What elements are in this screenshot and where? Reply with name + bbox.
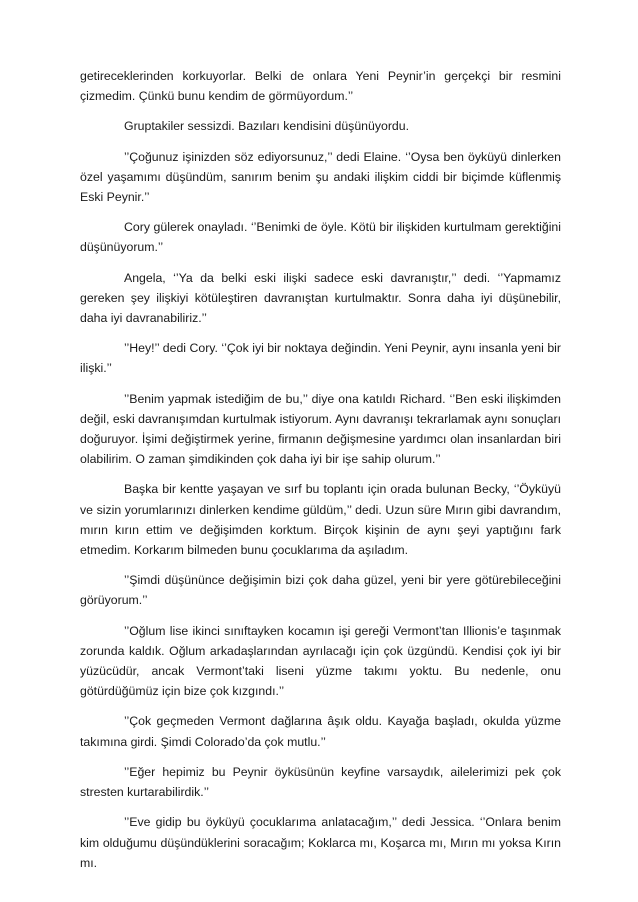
- paragraph: ’’Eve gidip bu öyküyü çocuklarıma anlatacağım,’’ dedi Jessica. ‘’Onlara benim kim olduğumu düşündüklerini soracağım; Koklarca mı, Koşarca mı, Mırın mı yoksa Kırın mı.: [80, 815, 561, 870]
- paragraph: ’’Benim yapmak istediğim de bu,’’ diye ona katıldı Richard. ‘’Ben eski ilişkimden değil, eski davranışımdan kurtulmak istiyorum. Aynı davranışı tekrarlamak aynı sonuçları doğuruyor. İşimi değiştirmek yerine, firmanın değişmesine yardımcı olan insanlardan biri olabilirim. O zaman şimdikinden çok daha iyi bir işe sahip olurum.’’: [80, 391, 561, 467]
- body-text: [80, 66, 561, 873]
- paragraph: Başka bir kentte yaşayan ve sırf bu toplantı için orada bulunan Becky, ‘’Öyküyü ve sizin yorumlarınızı dinlerken kendime güldüm,’’ dedi. Uzun süre Mırın gibi davrandım, mırın kırın ettim ve değişimden korktum. Birçok kişinin de aynı şeyi yaptığını fark etmedim. Korkarım bilmeden bunu çocuklarıma da aşıladım.: [80, 482, 561, 558]
- paragraph: ’’Oğlum lise ikinci sınıftayken kocamın işi gereği Vermont’tan Illionis’e taşınmak zorunda kaldık. Oğlum arkadaşlarından ayrılacağı için çok üzgündü. Kendisi çok iyi bir yüzücüdür, ancak Vermont’taki liseni yüzme takımı yoktu. Bu nedenle, onu götürdüğümüz için bize çok kızgındı.’’: [80, 623, 561, 699]
- paragraph: Angela, ‘’Ya da belki eski ilişki sadece eski davranıştır,’’ dedi. ‘’Yapmamız gereken şey ilişkiyi kötüleştiren davranıştan kurtulmaktır. Sonra daha iyi düşünebilir, daha iyi davranabiliriz.’’: [80, 270, 561, 326]
- paragraph: Cory gülerek onayladı. ‘’Benimki de öyle. Kötü bir ilişkiden kurtulmam gerektiğini düşünüyorum.’’: [80, 220, 561, 255]
- paragraph: Gruptakiler sessizdi. Bazıları kendisini düşünüyordu.: [124, 119, 410, 134]
- paragraph: ’’Hey!’’ dedi Cory. ‘’Çok iyi bir noktaya değindin. Yeni Peynir, aynı insanla yeni bir ilişki.’’: [80, 341, 561, 376]
- paragraph: ’’Şimdi düşününce değişimin bizi çok daha güzel, yeni bir yere götürebileceğini görüyorum.’’: [80, 573, 561, 608]
- paragraph: ’’Çok geçmeden Vermont dağlarına âşık oldu. Kayağa başladı, okulda yüzme takımına girdi. Şimdi Colorado’da çok mutlu.’’: [80, 714, 561, 749]
- paragraph: ’’Çoğunuz işinizden söz ediyorsunuz,’’ dedi Elaine. ‘’Oysa ben öyküyü dinlerken özel yaşamımı düşündüm, sanırım benim şu andaki ilişkim ciddi bir biçimde küflenmiş Eski Peynir.’’: [80, 149, 561, 205]
- paragraph: ’’Eğer hepimiz bu Peynir öyküsünün keyfine varsaydık, ailelerimizi pek çok stresten kurtarabilirdik.’’: [80, 764, 561, 800]
- paragraph-continuation: getireceklerinden korkuyorlar. Belki de onlara Yeni Peynir’in gerçekçi bir resmini çizmedim. Çünkü bunu kendim de görmüyordum.’’: [80, 69, 561, 104]
